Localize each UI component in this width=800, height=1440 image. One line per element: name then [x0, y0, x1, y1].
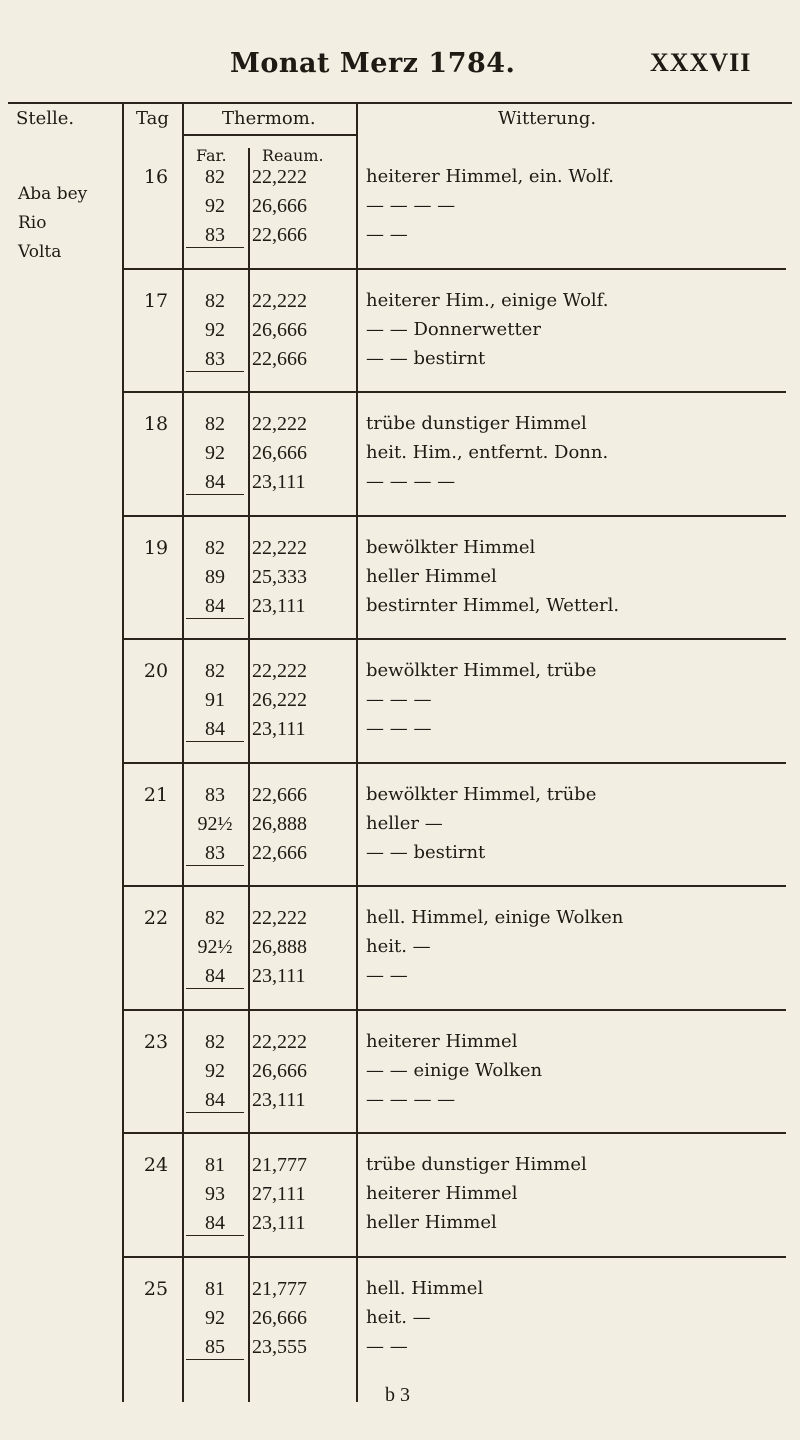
rule-after-station	[122, 102, 124, 1402]
reaumur-value: 26,666	[252, 1306, 307, 1329]
reaumur-value: 23,111	[252, 1212, 306, 1234]
day-number: 18	[143, 413, 169, 435]
weather-note: — — bestirnt	[366, 841, 486, 863]
day-separator	[122, 762, 786, 764]
fahrenheit-value: 84	[186, 1212, 244, 1236]
fahrenheit-value: 85	[186, 1336, 244, 1360]
fahrenheit-value: 92½	[197, 812, 233, 835]
reaumur-value: 26,666	[252, 195, 307, 217]
day-separator	[122, 391, 786, 393]
reaumur-value: 22,666	[252, 783, 307, 806]
reaumur-value: 26,666	[252, 1059, 307, 1082]
table-top-rule	[8, 102, 792, 104]
weather-note: trübe dunstiger Himmel	[366, 1154, 587, 1175]
reaumur-value: 22,222	[252, 536, 307, 559]
station-line: Volta	[18, 242, 62, 262]
thermo-sub-rule	[184, 134, 356, 136]
day-number: 21	[143, 783, 169, 806]
day-separator	[122, 638, 786, 640]
reaumur-value: 21,777	[252, 1154, 307, 1176]
fahrenheit-value: 83	[205, 783, 225, 806]
fahrenheit-value: 82	[205, 413, 225, 435]
fahrenheit-value: 81	[205, 1277, 225, 1300]
fahrenheit-value: 84	[186, 965, 244, 989]
fahrenheit-value: 82	[205, 1030, 225, 1053]
reaum-header: Reaum.	[262, 146, 324, 165]
reaumur-value: 27,111	[252, 1183, 306, 1205]
reaumur-value: 22,666	[252, 224, 307, 246]
day-number: 25	[143, 1277, 169, 1300]
day-number: 20	[143, 660, 169, 682]
fahrenheit-value: 82	[205, 660, 225, 682]
day-separator	[122, 1009, 786, 1011]
reaumur-value: 22,222	[252, 289, 307, 312]
reaumur-value: 22,222	[252, 660, 307, 682]
weather-note: — — — —	[366, 471, 456, 492]
page-header	[0, 48, 800, 98]
weather-note: bewölkter Himmel, trübe	[366, 660, 597, 681]
reaumur-value: 21,777	[252, 1277, 307, 1300]
reaumur-value: 23,111	[252, 594, 306, 617]
day-header: Tag	[136, 108, 169, 129]
fahrenheit-value: 81	[205, 1154, 225, 1176]
weather-note: heller —	[366, 812, 443, 834]
day-number: 23	[143, 1030, 169, 1053]
page-title: Monat Merz 1784.	[230, 48, 516, 79]
station-line: Rio	[18, 213, 47, 233]
reaumur-value: 26,666	[252, 442, 307, 464]
weather-note: — — —	[366, 718, 432, 739]
day-separator	[122, 1132, 786, 1134]
weather-note: heiterer Himmel, ein. Wolf.	[366, 166, 614, 187]
signature-mark: b 3	[385, 1384, 410, 1406]
weather-note: bewölkter Himmel	[366, 536, 536, 558]
fahrenheit-value: 83	[186, 348, 244, 372]
station-line: Aba bey	[18, 184, 88, 204]
fahrenheit-value: 92	[205, 1059, 225, 1082]
day-separator	[122, 515, 786, 517]
reaumur-value: 23,111	[252, 1088, 306, 1111]
reaumur-value: 26,888	[252, 812, 307, 835]
weather-note: — —	[366, 1335, 408, 1357]
fahrenheit-value: 82	[205, 166, 225, 188]
reaumur-value: 23,555	[252, 1335, 307, 1358]
page-folio: XXXVII	[650, 48, 752, 77]
reaumur-value: 23,111	[252, 471, 306, 493]
weather-note: — —	[366, 224, 408, 245]
fahrenheit-value: 84	[186, 471, 244, 495]
rule-after-thermo	[356, 102, 358, 1402]
weather-note: heller Himmel	[366, 565, 497, 587]
fahrenheit-value: 92	[205, 195, 225, 217]
reaumur-value: 22,222	[252, 166, 307, 188]
day-number: 22	[143, 907, 169, 929]
weather-note: — — bestirnt	[366, 347, 486, 369]
weather-note: trübe dunstiger Himmel	[366, 413, 587, 434]
reaumur-value: 22,666	[252, 841, 307, 864]
rule-after-day	[182, 102, 184, 1402]
weather-note: heit. Him., entfernt. Donn.	[366, 442, 609, 463]
weather-note: heiterer Him., einige Wolf.	[366, 289, 609, 311]
fahrenheit-value: 89	[205, 565, 225, 588]
reaumur-value: 22,666	[252, 347, 307, 370]
fahrenheit-value: 83	[186, 842, 244, 866]
weather-note: heit. —	[366, 936, 431, 957]
weather-note: — — Donnerwetter	[366, 318, 541, 340]
thermometer-header: Thermom.	[222, 108, 316, 129]
fahrenheit-value: 84	[186, 718, 244, 742]
station-header: Stelle.	[16, 108, 75, 129]
fahrenheit-value: 82	[205, 907, 225, 929]
fahrenheit-value: 83	[186, 224, 244, 248]
fahrenheit-value: 92	[205, 318, 225, 341]
weather-note: — — einige Wolken	[366, 1059, 543, 1081]
fahrenheit-value: 92½	[197, 936, 233, 958]
weather-note: heiterer Himmel	[366, 1183, 518, 1204]
weather-note: heiterer Himmel	[366, 1030, 518, 1052]
fahrenheit-value: 92	[205, 442, 225, 464]
fahrenheit-value: 92	[205, 1306, 225, 1329]
fahrenheit-value: 84	[186, 595, 244, 619]
day-number: 19	[143, 536, 169, 559]
weather-note: bewölkter Himmel, trübe	[366, 783, 597, 805]
weather-note: hell. Himmel	[366, 1277, 484, 1299]
day-number: 17	[143, 289, 169, 312]
day-separator	[122, 885, 786, 887]
weather-note: heit. —	[366, 1306, 431, 1328]
weather-note: — — —	[366, 689, 432, 710]
fahrenheit-value: 91	[205, 689, 225, 711]
far-header: Far.	[196, 146, 227, 165]
day-number: 16	[143, 166, 169, 188]
reaumur-value: 22,222	[252, 1030, 307, 1053]
weather-note: — — — —	[366, 195, 456, 216]
weather-note: bestirnter Himmel, Wetterl.	[366, 594, 620, 616]
reaumur-value: 23,111	[252, 718, 306, 740]
reaumur-value: 22,222	[252, 907, 307, 929]
reaumur-value: 25,333	[252, 565, 307, 588]
station-cell	[18, 180, 118, 267]
reaumur-value: 26,888	[252, 936, 307, 958]
fahrenheit-value: 84	[186, 1089, 244, 1113]
weather-note: hell. Himmel, einige Wolken	[366, 907, 624, 928]
weather-note: — — — —	[366, 1088, 456, 1110]
weather-note: — —	[366, 965, 408, 986]
day-number: 24	[143, 1154, 169, 1176]
reaumur-value: 23,111	[252, 965, 306, 987]
day-separator	[122, 1256, 786, 1258]
weather-note: heller Himmel	[366, 1212, 497, 1233]
rule-between-thermo	[248, 148, 250, 1402]
weather-header: Witterung.	[498, 108, 597, 129]
day-separator	[122, 268, 786, 270]
fahrenheit-value: 82	[205, 536, 225, 559]
reaumur-value: 26,666	[252, 318, 307, 341]
fahrenheit-value: 93	[205, 1183, 225, 1205]
fahrenheit-value: 82	[205, 289, 225, 312]
reaumur-value: 26,222	[252, 689, 307, 711]
reaumur-value: 22,222	[252, 413, 307, 435]
